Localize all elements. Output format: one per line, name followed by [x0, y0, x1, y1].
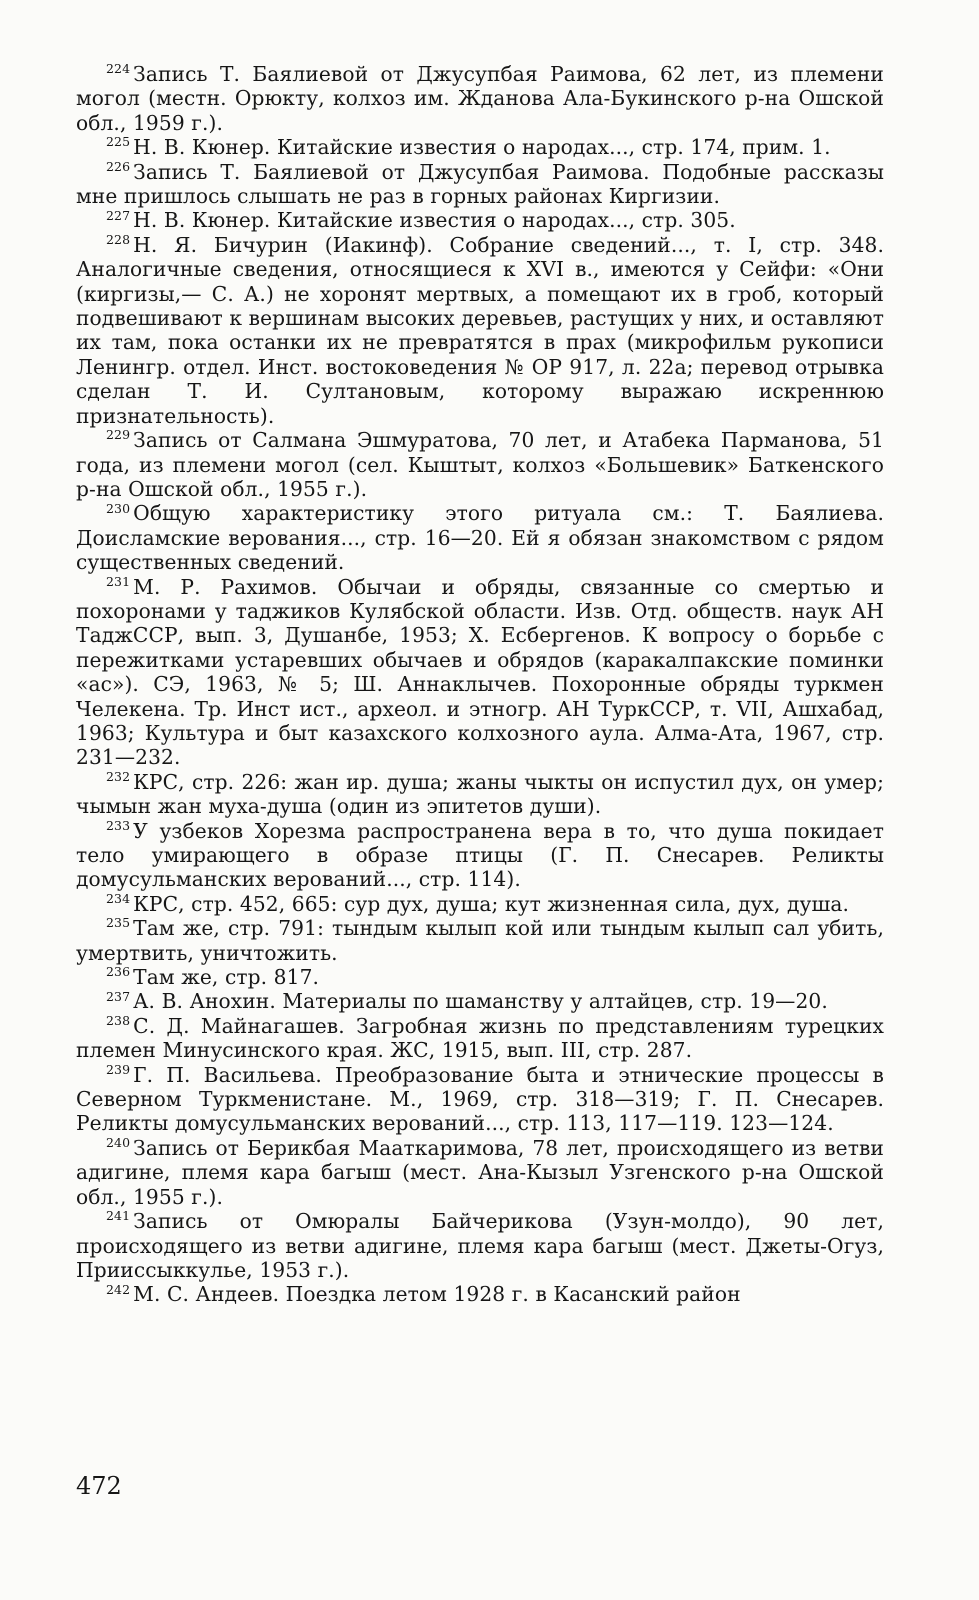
footnote-number: 229	[106, 427, 131, 443]
footnote-number: 238	[106, 1013, 131, 1029]
footnote-232	[76, 770, 884, 819]
footnote-233	[76, 819, 884, 892]
footnote-227	[76, 208, 884, 232]
footnote-230	[76, 501, 884, 574]
footnote-number: 228	[106, 232, 131, 248]
footnote-number: 242	[106, 1281, 131, 1297]
footnote-229	[76, 428, 884, 501]
footnote-242	[76, 1282, 884, 1306]
footnotes-block	[76, 62, 884, 1307]
footnote-text: Общую характеристику этого ритуала см.: Т. Баялиева. Доисламские верования..., стр. 16—20. Ей я обязан знакомством с рядом существенных сведений.	[76, 501, 884, 575]
footnote-text: Запись Т. Баялиевой от Джусупбая Раимова. Подобные рассказы мне пришлось слышать не раз в горных районах Киргизии.	[76, 159, 884, 209]
footnote-text: Запись от Берикбая Мааткаримова, 78 лет, происходящего из ветви адигине, племя кара багыш (мест. Ана-Кызыл Узгенского р-на Ошской обл., 1955 г.).	[76, 1135, 884, 1209]
footnote-231	[76, 575, 884, 770]
footnote-number: 234	[106, 891, 131, 907]
footnote-text: Н. В. Кюнер. Китайские известия о народах..., стр. 174, прим. 1.	[133, 135, 831, 160]
footnote-number: 236	[106, 964, 131, 980]
footnote-text: Н. Я. Бичурин (Иакинф). Собрание сведений..., т. I, стр. 348. Аналогичные сведения, относящиеся к XVI в., имеются у Сейфи: «Они (киргизы,— С. А.) не хоронят мертвых, а помещают их в гроб, который подвешивают к вершинам высоких деревьев, растущих у них, и оставляют их там, пока останки их не превратятся в прах (микрофильм рукописи Ленингр. отдел. Инст. востоковедения № ОР 917, л. 22а; перевод отрывка сделан Т. И. Султановым, которому выражаю искреннюю признательность).	[76, 232, 884, 428]
footnote-number: 226	[106, 158, 131, 174]
footnote-number: 241	[106, 1208, 131, 1224]
footnote-text: КРС, стр. 226: жан ир. душа; жаны чыкты он испустил дух, он умер; чымын жан муха-душа (один из эпитетов души).	[76, 769, 884, 819]
footnote-text: Г. П. Васильева. Преобразование быта и этнические процессы в Северном Туркменистане. М., 1969, стр. 318—319; Г. П. Снесарев. Реликты домусульманских верований..., стр. 113, 117—119. 123—124.	[76, 1062, 884, 1136]
footnote-236	[76, 965, 884, 989]
footnote-text: М. С. Андеев. Поездка летом 1928 г. в Касанский район	[133, 1282, 741, 1307]
page-number: 472	[76, 1472, 122, 1500]
footnote-text: Н. В. Кюнер. Китайские известия о народах..., стр. 305.	[133, 208, 736, 233]
footnote-text: Там же, стр. 817.	[133, 965, 320, 990]
footnote-238	[76, 1014, 884, 1063]
footnote-number: 232	[106, 769, 131, 785]
footnote-226	[76, 160, 884, 209]
footnote-text: Запись от Омюралы Байчерикова (Узун-молдо), 90 лет, происходящего из ветви адигине, племя кара багыш (мест. Джеты-Огуз, Прииссыккулье, 1953 г.).	[76, 1209, 884, 1282]
footnote-number: 227	[106, 207, 131, 223]
footnote-235	[76, 916, 884, 965]
footnote-224	[76, 62, 884, 135]
footnote-number: 231	[106, 573, 131, 589]
footnote-237	[76, 989, 884, 1013]
footnote-number: 235	[106, 915, 131, 931]
footnote-text: С. Д. Майнагашев. Загробная жизнь по представлениям турецких племен Минусинского края. ЖС, 1915, вып. III, стр. 287.	[76, 1013, 884, 1063]
footnote-239	[76, 1063, 884, 1136]
footnote-text: КРС, стр. 452, 665: сур дух, душа; кут жизненная сила, дух, душа.	[133, 891, 850, 916]
footnote-text: У узбеков Хорезма распространена вера в то, что душа покидает тело умирающего в образе птицы (Г. П. Снесарев. Реликты домусульманских верований..., стр. 114).	[76, 818, 884, 892]
footnote-text: А. В. Анохин. Материалы по шаманству у алтайцев, стр. 19—20.	[133, 989, 828, 1014]
footnote-text: Запись от Салмана Эшмуратова, 70 лет, и Атабека Парманова, 51 года, из племени могол (сел. Кыштыт, колхоз «Большевик» Баткенского р-на Ошской обл., 1955 г.).	[76, 428, 884, 501]
footnote-text: М. Р. Рахимов. Обычаи и обряды, связанные со смертью и похоронами у таджиков Кулябской области. Изв. Отд. обществ. наук АН ТаджССР, вып. 3, Душанбе, 1953; Х. Есбергенов. К вопросу о борьбе с пережитками устаревших обычаев и обрядов (каракалпакские поминки «ас»). СЭ, 1963, № 5; Ш. Аннаклычев. Похоронные обряды туркмен Челекена. Тр. Инст ист., археол. и этногр. АН ТуркССР, т. VII, Ашхабад, 1963; Культура и быт казахского колхозного аула. Алма-Ата, 1967, стр. 231—232.	[76, 574, 884, 770]
footnote-number: 224	[106, 61, 131, 77]
footnote-number: 237	[106, 988, 131, 1004]
footnote-number: 225	[106, 134, 131, 150]
footnote-225	[76, 135, 884, 159]
footnote-number: 240	[106, 1135, 131, 1151]
footnote-number: 233	[106, 817, 131, 833]
footnote-240	[76, 1136, 884, 1209]
footnote-234	[76, 892, 884, 916]
footnote-241	[76, 1209, 884, 1282]
footnote-text: Там же, стр. 791: тындым кылып кой или тындым кылып сал убить, умертвить, уничтожить.	[76, 916, 884, 965]
footnote-text: Запись Т. Баялиевой от Джусупбая Раимова, 62 лет, из племени могол (местн. Орюкту, колхоз им. Жданова Ала-Букинского р-на Ошской обл., 1959 г.).	[76, 62, 884, 135]
footnote-228	[76, 233, 884, 428]
footnote-number: 230	[106, 500, 131, 516]
footnote-number: 239	[106, 1061, 131, 1077]
